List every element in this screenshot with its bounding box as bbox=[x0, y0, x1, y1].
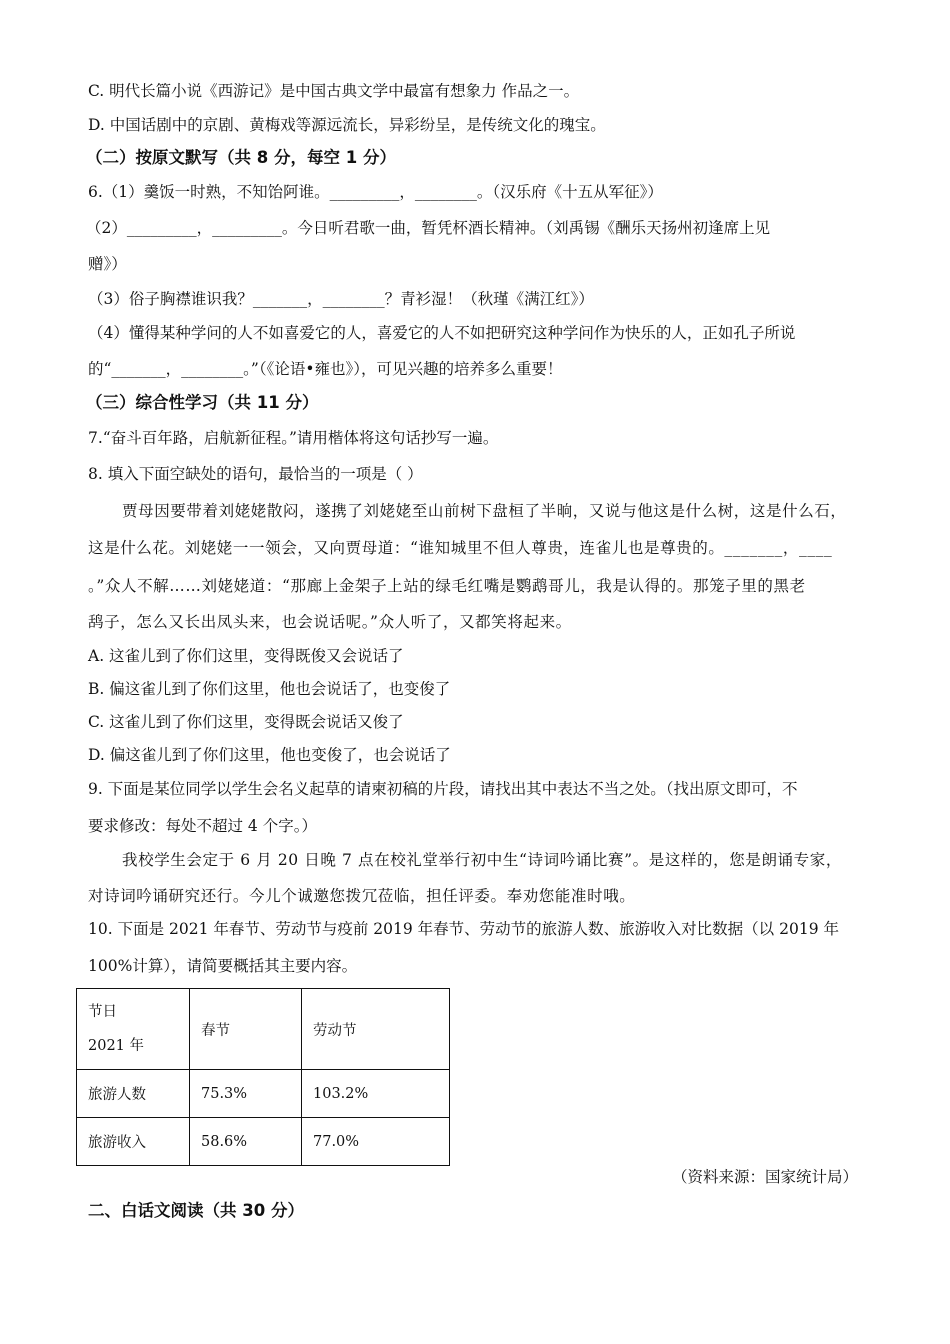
cell-value: 58.6% bbox=[190, 1118, 302, 1166]
passage-8-line-2: 这是什么花。刘姥姥一一领会，又向贾母道：“谁知城里不但人尊贵，连雀儿也是尊贵的。_______，____ bbox=[88, 539, 833, 557]
section-heading-reading: 二、白话文阅读（共 30 分） bbox=[88, 1201, 304, 1220]
question-8: 8. 填入下面空缺处的语句，最恰当的一项是（ ） bbox=[88, 465, 423, 483]
cell-value: 77.0% bbox=[302, 1118, 450, 1166]
corner-top-label: 节日 bbox=[88, 1004, 117, 1020]
corner-bottom-label: 2021 年 bbox=[88, 1038, 145, 1054]
passage-8-line-4: 鸹子，怎么又长出凤头来，也会说话呢。”众人听了，又都笑将起来。 bbox=[88, 613, 572, 631]
passage-9-line-1: 我校学生会定于 6 月 20 日晚 7 点在校礼堂举行初中生“诗词吟诵比赛”。是这样的，您是朗诵专家， bbox=[122, 851, 842, 869]
tourism-table bbox=[76, 988, 450, 1166]
choice-a: A. 这雀儿到了你们这里，变得既俊又会说话了 bbox=[88, 647, 404, 665]
table-header-row bbox=[77, 989, 450, 1070]
question-9: 9. 下面是某位同学以学生会名义起草的请柬初稿的片段，请找出其中表达不当之处。（找出原文即可，不 bbox=[88, 780, 798, 798]
data-source-note: （资料来源：国家统计局） bbox=[671, 1168, 858, 1186]
passage-9-line-2: 对诗词吟诵研究还行。今儿个诚邀您拨冗莅临，担任评委。奉劝您能准时哦。 bbox=[88, 887, 636, 905]
question-10-cont: 100%计算），请简要概括其主要内容。 bbox=[88, 957, 358, 975]
question-6-2: （2）_________，_________。今日听君歌一曲，暂凭杯酒长精神。（刘禹锡《酬乐天扬州初逢席上见 bbox=[86, 219, 771, 237]
question-6-4: （4）懂得某种学问的人不如喜爱它的人，喜爱它的人不如把研究这种学问作为快乐的人，正如孔子所说 bbox=[88, 324, 796, 342]
question-6-1: 6.（1）羹饭一时熟，不知饴阿谁。_________，________。（汉乐府《十五从军征》） bbox=[88, 183, 663, 201]
passage-8-line-1: 贾母因要带着刘姥姥散闷，遂携了刘姥姥至山前树下盘桓了半晌，又说与他这是什么树，这是什么石， bbox=[122, 502, 847, 520]
choice-b: B. 偏这雀儿到了你们这里，他也会说话了，也变俊了 bbox=[88, 680, 451, 698]
table-row bbox=[77, 1070, 450, 1118]
corner-cell bbox=[77, 989, 190, 1070]
table-row bbox=[77, 1118, 450, 1166]
question-6-3: （3）俗子胸襟谁识我？_______，________？青衫湿！（秋瑾《满江红》） bbox=[88, 290, 594, 308]
row-label: 旅游收入 bbox=[77, 1118, 190, 1166]
cell-value: 75.3% bbox=[190, 1070, 302, 1118]
option-c: C. 明代长篇小说《西游记》是中国古典文学中最富有想象力 作品之一。 bbox=[88, 82, 580, 100]
section-heading-dictation: （二）按原文默写（共 8 分，每空 1 分） bbox=[86, 148, 396, 167]
header-spring-festival: 春节 bbox=[190, 989, 302, 1070]
choice-d: D. 偏这雀儿到了你们这里，他也变俊了，也会说话了 bbox=[88, 746, 451, 764]
choice-c: C. 这雀儿到了你们这里，变得既会说话又俊了 bbox=[88, 713, 404, 731]
section-heading-comprehensive: （三）综合性学习（共 11 分） bbox=[86, 393, 319, 412]
question-9-cont: 要求修改：每处不超过 4 个字。） bbox=[88, 817, 317, 835]
question-6-2-cont: 赠》） bbox=[88, 255, 127, 273]
question-7: 7.“奋斗百年路，启航新征程。”请用楷体将这句话抄写一遍。 bbox=[88, 429, 499, 447]
row-label: 旅游人数 bbox=[77, 1070, 190, 1118]
passage-8-line-3: 。”众人不解……刘姥姥道：“那廊上金架子上站的绿毛红嘴是鹦鹉哥儿，我是认得的。那笼子里的黑老 bbox=[88, 577, 806, 595]
question-6-4-cont: 的“_______，________。”（《论语•雍也》），可见兴趣的培养多么重要！ bbox=[88, 360, 563, 378]
cell-value: 103.2% bbox=[302, 1070, 450, 1118]
question-10: 10. 下面是 2021 年春节、劳动节与疫前 2019 年春节、劳动节的旅游人数、旅游收入对比数据（以 2019 年 bbox=[88, 920, 839, 938]
header-labor-day: 劳动节 bbox=[302, 989, 450, 1070]
option-d: D. 中国话剧中的京剧、黄梅戏等源远流长，异彩纷呈，是传统文化的瑰宝。 bbox=[88, 116, 606, 134]
